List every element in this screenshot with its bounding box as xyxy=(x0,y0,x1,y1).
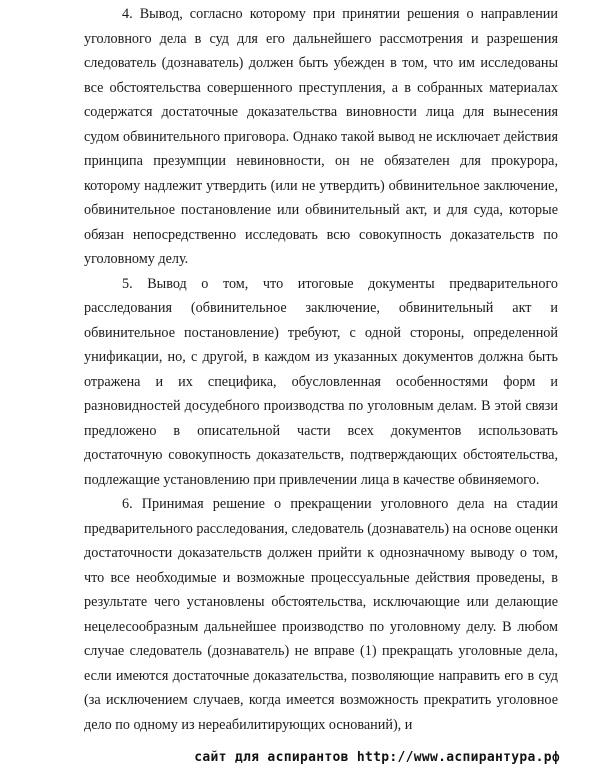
document-body xyxy=(84,2,558,737)
paragraph-5 xyxy=(84,272,558,493)
paragraph-4-text: 4. Вывод, согласно которому при принятии решения о направлении уголовного дела в суд для его дальнейшего рассмотрения и разрешения следователь (дознаватель) должен быть убежден в том, что им исследованы все обстоятельства совершенного преступления, а в собранных материалах содержатся достаточные доказательства виновности лица для вынесения судом обвинительного приговора. Однако такой вывод не исключает действия принципа презумпции невиновности, он не обязателен для прокурора, которому надлежит утвердить (или не утвердить) обвинительное заключение, обвинительное постановление или обвинительный акт, и для суда, которые обязан непосредственно исследовать всю совокупность доказательств по уголовному делу. xyxy=(84,6,558,267)
paragraph-6 xyxy=(84,492,558,737)
paragraph-6-text: 6. Принимая решение о прекращении уголовного дела на стадии предварительного расследования, следователь (дознаватель) на основе оценки достаточности доказательств должен прийти к однозначному выводу о том, что все необходимые и возможные процессуальные действия проведены, в результате чего установлены обстоятельства, исключающие или делающие нецелесообразным дальнейшее производство по уголовному делу. В любом случае следователь (дознаватель) не вправе (1) прекращать уголовные дела, если имеются достаточные доказательства, позволяющие направить его в суд (за исключением случаев, когда имеется возможность прекратить уголовное дело по одному из нереабилитирующих оснований), и xyxy=(84,496,558,733)
paragraph-4 xyxy=(84,2,558,272)
site-watermark: сайт для аспирантов http://www.аспирантура.рф xyxy=(194,750,560,765)
paragraph-5-text: 5. Вывод о том, что итоговые документы предварительного расследования (обвинительное заключение, обвинительный акт и обвинительное постановление) требуют, с одной стороны, определенной унификации, но, с другой, в каждом из указанных документов должна быть отражена и их специфика, обусловленная особенностями форм и разновидностей досудебного производства по уголовным делам. В этой связи предложено в описательной части всех документов использовать достаточную совокупность доказательств, подтверждающих обстоятельства, подлежащие установлению при привлечении лица в качестве обвиняемого. xyxy=(84,275,558,488)
